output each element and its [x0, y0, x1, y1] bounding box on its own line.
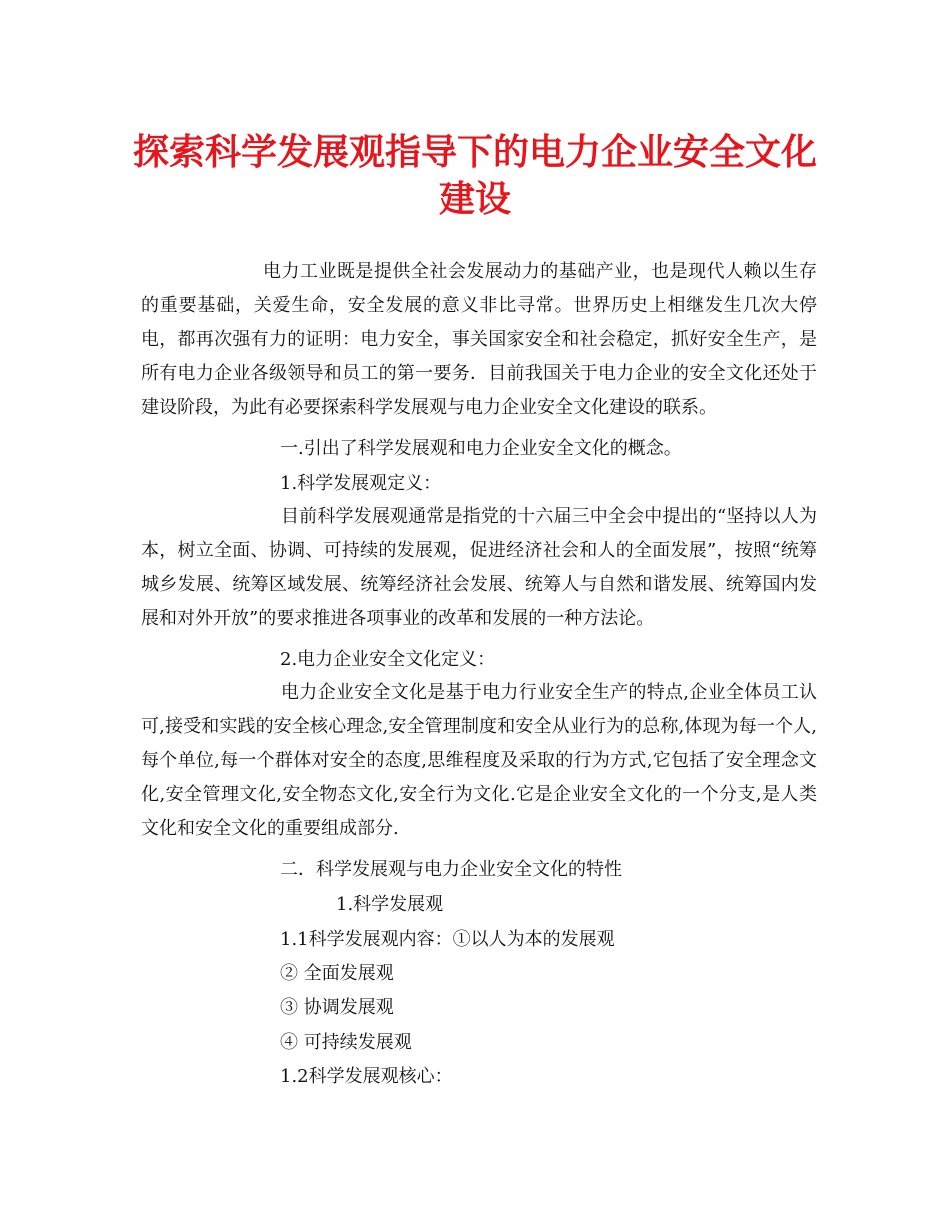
section-1-heading: 一.引出了科学发展观和电力企业安全文化的概念。	[280, 438, 682, 459]
section-2-item-1: 1.科学发展观	[336, 894, 444, 915]
section-2-item-1-1: 1.1科学发展观内容：①以人为本的发展观	[280, 929, 615, 950]
section-2-item-coordinated: ③ 协调发展观	[280, 997, 394, 1018]
subsection-1-paragraph: 目前科学发展观通常是指党的十六届三中全会中提出的“坚持以人为本，树立全面、协调、可持续的发展观，促进经济社会和人的全面发展”，按照“统筹城乡发展、统筹区域发展、统筹经济社会发展、统筹人与自然和谐发展、统筹国内发展和对外开放”的要求推进各项事业的改革和发展的一种方法论。	[141, 506, 817, 629]
section-2-item-1-2: 1.2科学发展观核心：	[280, 1066, 453, 1087]
document-title-line-1: 探索科学发展观指导下的电力企业安全文化	[132, 131, 817, 173]
subsection-2-heading: 2.电力企业安全文化定义：	[280, 649, 496, 670]
subsection-1-heading: 1.科学发展观定义：	[280, 473, 442, 494]
section-2-heading: 二．科学发展观与电力企业安全文化的特性	[280, 859, 622, 880]
subsection-2-paragraph: 电力企业安全文化是基于电力行业安全生产的特点,企业全体员工认可,接受和实践的安全核心理念,安全管理制度和安全从业行为的总称,体现为每一个人,每个单位,每一个群体对安全的态度,思维程度及采取的行为方式,它包括了安全理念文化,安全管理文化,安全物态文化,安全行为文化.它是企业安全文化的一个分支,是人类文化和安全文化的重要组成部分.	[141, 682, 817, 839]
document-title-line-2: 建设	[438, 178, 511, 220]
section-2-item-sustainable: ④ 可持续发展观	[280, 1032, 412, 1053]
section-2-item-comprehensive: ② 全面发展观	[280, 963, 394, 984]
intro-paragraph: 电力工业既是提供全社会发展动力的基础产业，也是现代人赖以生存的重要基础，关爱生命，安全发展的意义非比寻常。世界历史上相继发生几次大停电，都再次强有力的证明：电力安全，事关国家安全和社会稳定，抓好安全生产，是所有电力企业各级领导和员工的第一要务．目前我国关于电力企业的安全文化还处于建设阶段，为此有必要探索科学发展观与电力企业安全文化建设的联系。	[141, 261, 817, 418]
